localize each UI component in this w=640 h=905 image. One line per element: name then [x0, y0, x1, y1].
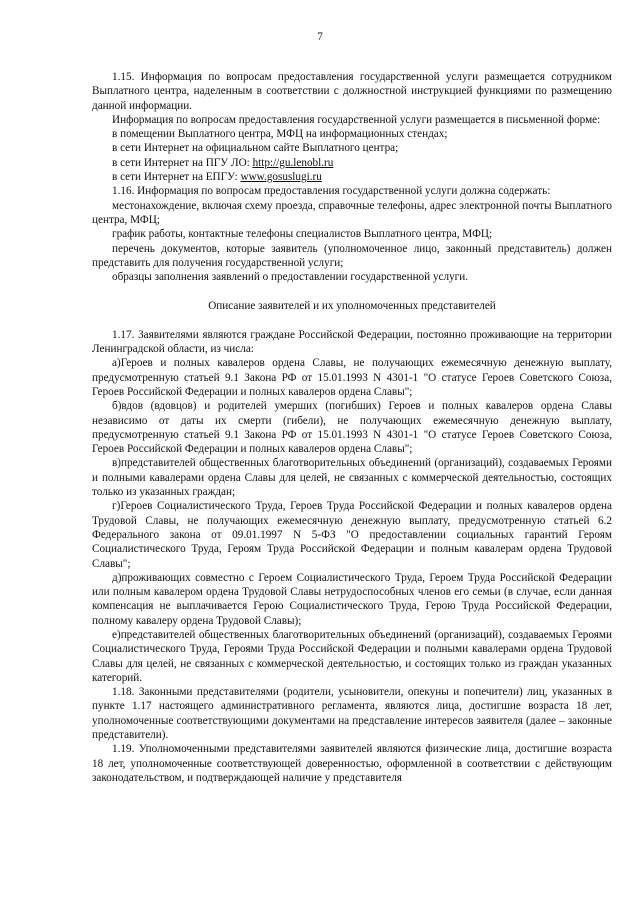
applicant-item-g: г)Героев Социалистического Труда, Героев Труда Российской Федерации и полных кавалеров ордена Трудовой Славы, не получающих ежемесячную денежную выплату, предусмотренную статьей 6.2 Федерального закона от 09.01.1997 N 5-ФЗ "О предоставлении социальных гарантий Героям Социалистического Труда, Героям Труда Российской Федерации и полным кавалерам ордена Трудовой Славы"; [92, 500, 612, 570]
epgu-prefix: в сети Интернет на ЕПГУ: [112, 171, 241, 184]
paragraph-1-15: 1.15. Информация по вопросам предоставления государственной услуги размещается сотрудником Выплатного центра, наделенным в соответствии с должностной инструкцией функциями по размещению данной информации. [92, 71, 612, 112]
list-item-epgu [112, 170, 612, 184]
paragraph-1-17: 1.17. Заявителями являются граждане Российской Федерации, постоянно проживающие на территории Ленинградской области, из числа: [92, 328, 612, 356]
list-item-schedule: график работы, контактные телефоны специалистов Выплатного центра, МФЦ; [112, 228, 493, 241]
paragraph-1-19: 1.19. Уполномоченными представителями заявителей являются физические лица, достигшие возраста 18 лет, уполномоченные соответствующей доверенностью, оформленной в соответствии с действующим законодательством, и подтверждающей наличие у представителя [92, 743, 612, 784]
page-number: 7 [317, 31, 323, 43]
info-places-list [92, 127, 612, 184]
paragraph-1-18: 1.18. Законными представителями (родители, усыновители, опекуны и попечители) лиц, указанных в пункте 1.17 настоящего административного регламента, являются лица, достигшие возраста 18 лет, уполномоченные соответствующими документами на представление интересов заявителя (далее – законные представители). [92, 686, 612, 742]
list-item-official-site: в сети Интернет на официальном сайте Выплатного центра; [112, 142, 399, 155]
list-item-premises: в помещении Выплатного центра, МФЦ на информационных стендах; [112, 128, 448, 141]
pgu-prefix: в сети Интернет на ПГУ ЛО: [112, 156, 253, 169]
section-heading: Описание заявителей и их уполномоченных представителей [208, 300, 496, 313]
applicant-item-d: д)проживающих совместно с Героем Социалистического Труда, Героем Труда Российской Федерации или полным кавалером ордена Трудовой Славы нетрудоспособных членов его семьи (в случае, если данная компенсация не выплачивается Герою Социалистического Труда, Герою Труда Российской Федерации, полному кавалеру ордена Трудовой Славы); [92, 571, 612, 627]
paragraph-1-16: 1.16. Информация по вопросам предоставления государственной услуги должна содержать: [112, 185, 551, 198]
list-item-location: местонахождение, включая схему проезда, справочные телефоны, адрес электронной почты Выплатного центра, МФЦ; [92, 199, 612, 226]
applicant-item-v: в)представителей общественных благотворительных объединений (организаций), создаваемых Героями и полными кавалерами ордена Славы для целей, не связанных с коммерческой деятельностью, состоящих только из указанных граждан; [92, 457, 612, 499]
applicant-item-a: а)Героев и полных кавалеров ордена Славы, не получающих ежемесячную денежную выплату, предусмотренную статьей 9.1 Закона РФ от 15.01.1993 N 4301-1 "О статусе Героев Советского Союза, Героев Российской Федерации и полных кавалеров ордена Славы"; [92, 357, 612, 398]
list-item-pgu [112, 156, 612, 170]
applicant-item-e: е)представителей общественных благотворительных объединений (организаций), создаваемых Героями Социалистического Труда, Героями Труда Российской Федерации и полными кавалерами ордена Трудовой Славы для целей, не связанных с коммерческой деятельностью, и состоящих только из граждан указанных категорий. [92, 628, 612, 684]
list-item-documents: перечень документов, которые заявитель (уполномоченное лицо, законный представитель) должен представить для получения государственной услуги; [92, 242, 612, 269]
applicant-item-b: б)вдов (вдовцов) и родителей умерших (погибших) Героев и полных кавалеров ордена Славы независимо от даты их смерти (гибели), не получающих ежемесячную денежную выплату, предусмотренную статьей 9.1 Закона РФ от 15.01.1993 N 4301-1 "О статусе Героев Советского Союза, Героев Российской Федерации и полных кавалеров ордена Славы"; [92, 400, 612, 456]
epgu-link[interactable]: www.gosuslugi.ru [240, 171, 322, 184]
list-item-samples: образцы заполнения заявлений о предоставлении государственной услуги. [112, 271, 469, 284]
document-body [92, 70, 612, 785]
paragraph-info-written-form: Информация по вопросам предоставления государственной услуги размещается в письменной форме: [112, 113, 601, 126]
pgu-link[interactable]: http://gu.lenobl.ru [252, 156, 334, 169]
